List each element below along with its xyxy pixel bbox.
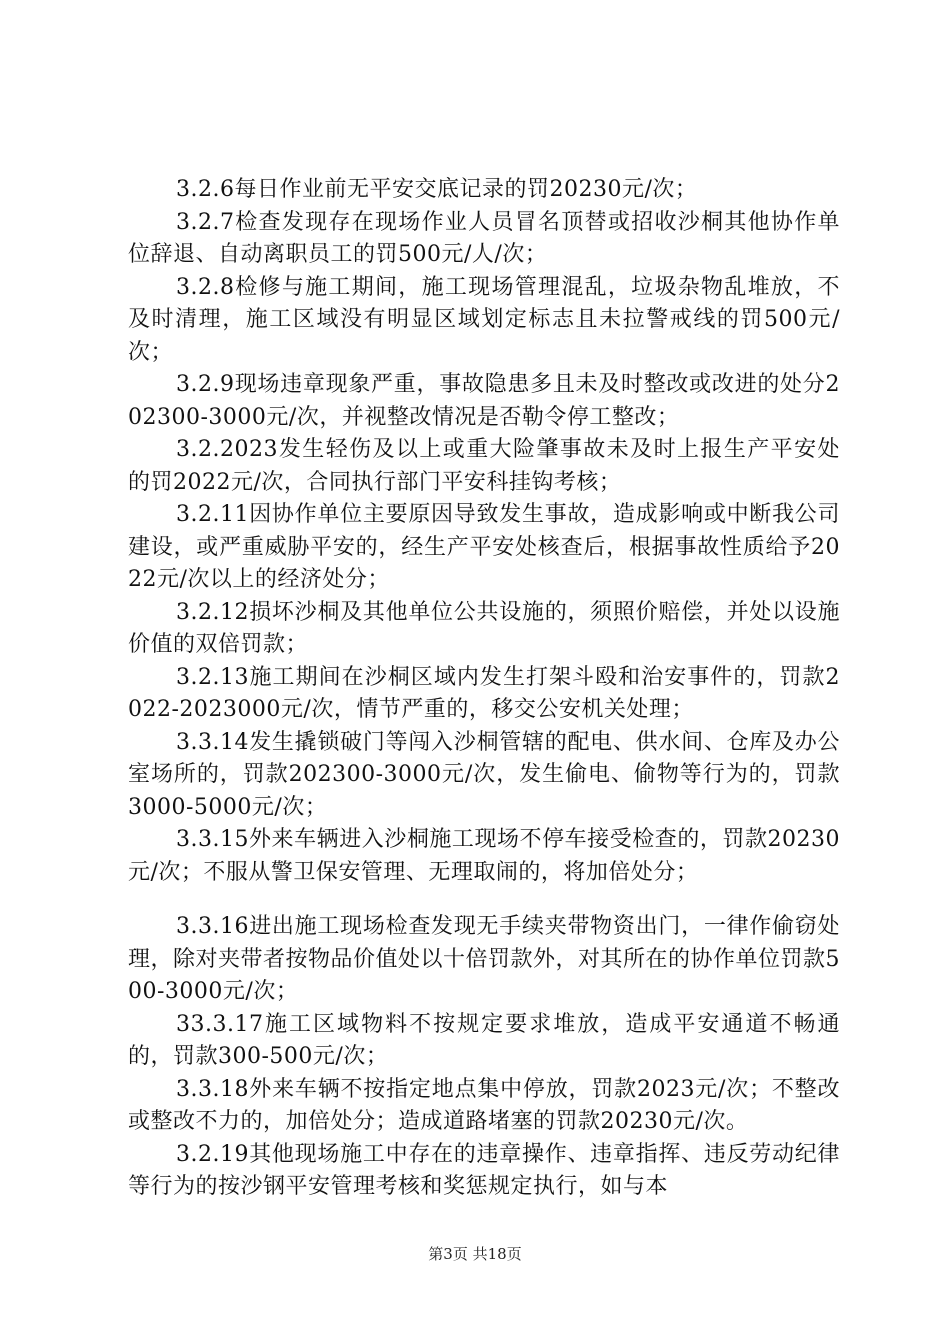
clause-3-2-8: 3.2.8检修与施工期间，施工现场管理混乱，垃圾杂物乱堆放，不及时清理，施工区域没有明显区域划定标志且未拉警戒线的罚500元/次； bbox=[128, 274, 840, 365]
clause-3-2-9: 3.2.9现场违章现象严重，事故隐患多且未及时整改或改进的处分202300-3000元/次，并视整改情况是否勒令停工整改； bbox=[128, 372, 840, 430]
clause-3-2-19: 3.2.19其他现场施工中存在的违章操作、违章指挥、违反劳动纪律等行为的按沙钢平安管理考核和奖惩规定执行，如与本 bbox=[128, 1141, 840, 1199]
clause-3-2-2023: 3.2.2023发生轻伤及以上或重大险肇事故未及时上报生产平安处的罚2022元/次，合同执行部门平安科挂钩考核； bbox=[128, 437, 840, 495]
clause-3-2-13: 3.2.13施工期间在沙桐区域内发生打架斗殴和治安事件的，罚款2022-2023000元/次，情节严重的，移交公安机关处理； bbox=[128, 664, 840, 722]
clause-3-3-16: 3.3.16进出施工现场检查发现无手续夹带物资出门，一律作偷窃处理，除对夹带者按物品价值处以十倍罚款外，对其所在的协作单位罚款500-3000元/次； bbox=[128, 914, 840, 1004]
document-body bbox=[128, 174, 840, 1204]
clause-3-3-15: 3.3.15外来车辆进入沙桐施工现场不停车接受检查的，罚款20230元/次；不服从警卫保安管理、无理取闹的，将加倍处分； bbox=[128, 827, 840, 885]
clause-3-2-12: 3.2.12损坏沙桐及其他单位公共设施的，须照价赔偿，并处以设施价值的双倍罚款； bbox=[128, 599, 840, 657]
clause-3-3-14: 3.3.14发生撬锁破门等闯入沙桐管辖的配电、供水间、仓库及办公室场所的，罚款202300-3000元/次，发生偷电、偷物等行为的，罚款3000-5000元/次； bbox=[128, 729, 840, 820]
clause-3-3-17: 33.3.17施工区域物料不按规定要求堆放，造成平安通道不畅通的，罚款300-500元/次； bbox=[128, 1011, 840, 1069]
clause-3-2-11: 3.2.11因协作单位主要原因导致发生事故，造成影响或中断我公司建设，或严重威胁平安的，经生产平安处核查后，根据事故性质给予2022元/次以上的经济处分； bbox=[128, 502, 840, 592]
clause-3-2-6: 3.2.6每日作业前无平安交底记录的罚20230元/次； bbox=[176, 177, 698, 202]
clause-3-2-7: 3.2.7检查发现存在现场作业人员冒名顶替或招收沙桐其他协作单位辞退、自动离职员工的罚500元/人/次； bbox=[128, 209, 840, 267]
clause-3-3-18: 3.3.18外来车辆不按指定地点集中停放，罚款2023元/次；不整改或整改不力的，加倍处分；造成道路堵塞的罚款20230元/次。 bbox=[128, 1076, 840, 1134]
page-number: 第3页 共18页 bbox=[428, 1245, 522, 1263]
